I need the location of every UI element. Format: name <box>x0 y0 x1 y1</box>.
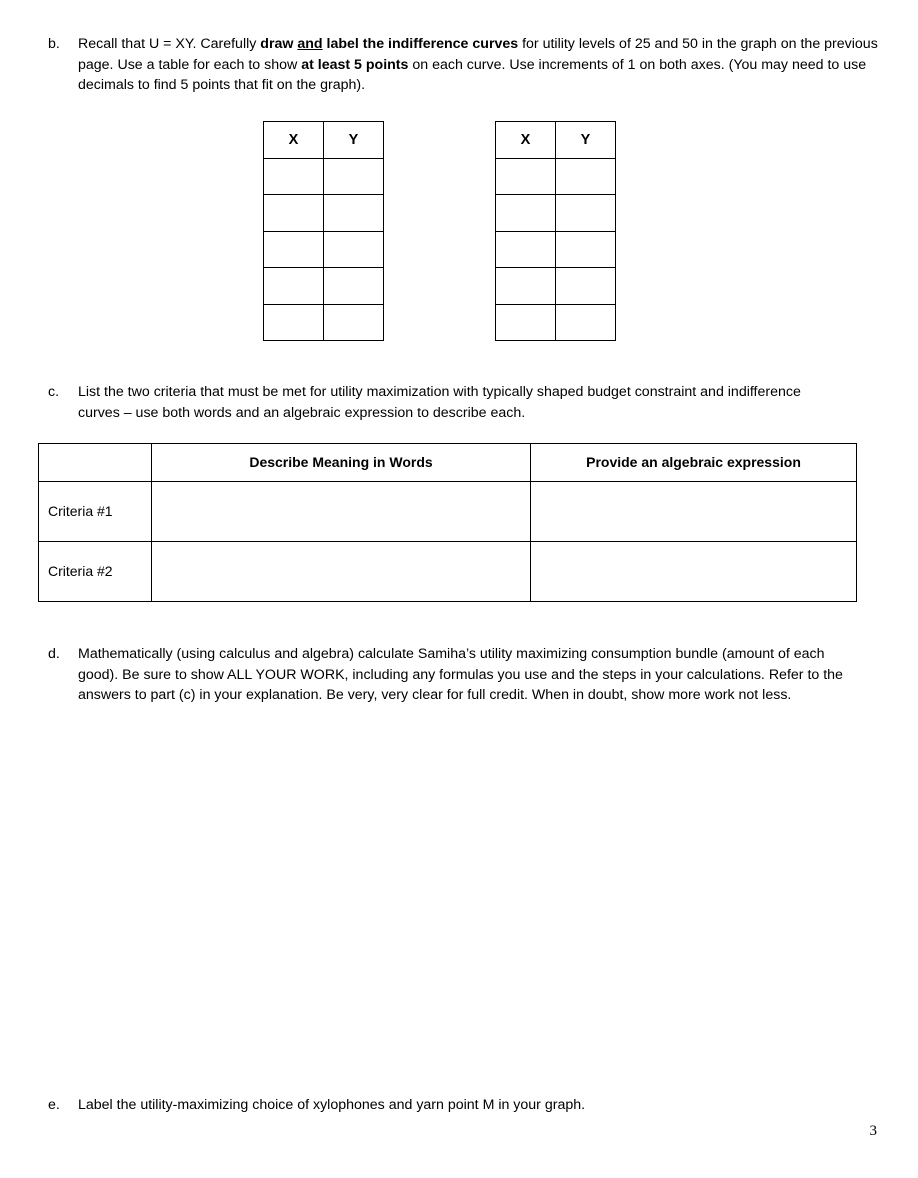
table-cell[interactable] <box>264 268 324 305</box>
table-cell[interactable] <box>496 158 556 195</box>
criteria-2-words-cell[interactable] <box>152 542 531 602</box>
question-e-label: e. <box>48 1097 60 1113</box>
table-cell[interactable] <box>324 268 384 305</box>
table-cell[interactable] <box>556 231 616 268</box>
question-d-text: Mathematically (using calculus and algebra) calculate Samiha’s utility maximizing consumption bundle (amount of each good). Be sure to show ALL YOUR WORK, including any formulas you use and the steps in your calculations. Refer to the answers to part (c) in your explanation. Be very, very clear for full credit. When in doubt, show more work not less. <box>78 646 843 703</box>
table-cell[interactable] <box>264 195 324 232</box>
question-b-text: Recall that U = XY. Carefully draw and label the indifference curves for utility levels of 25 and 50 in the graph on the previous page. Use a table for each to show at least 5 points on each curve. Use increments of 1 on both axes. (You may need to use decimals to find 5 points that fit on the graph). <box>78 36 878 93</box>
table-cell[interactable] <box>556 268 616 305</box>
table-cell[interactable] <box>324 231 384 268</box>
table-cell[interactable] <box>496 268 556 305</box>
criteria-header-algebra: Provide an algebraic expression <box>531 444 857 482</box>
table-header-x: X <box>496 122 556 159</box>
criteria-1-words-cell[interactable] <box>152 482 531 542</box>
table-cell[interactable] <box>556 195 616 232</box>
table-cell[interactable] <box>324 158 384 195</box>
table-cell[interactable] <box>556 304 616 341</box>
question-d-label: d. <box>48 646 60 662</box>
table-cell[interactable] <box>556 158 616 195</box>
table-cell[interactable] <box>264 304 324 341</box>
criteria-table <box>38 443 857 602</box>
criteria-1-algebra-cell[interactable] <box>531 482 857 542</box>
question-b-label: b. <box>48 36 60 52</box>
table-cell[interactable] <box>324 195 384 232</box>
table-cell[interactable] <box>264 158 324 195</box>
question-c-label: c. <box>48 384 60 400</box>
table-cell[interactable] <box>264 231 324 268</box>
page-number: 3 <box>869 1123 877 1139</box>
question-c-text: List the two criteria that must be met for utility maximization with typically shaped budget constraint and indifference curves – use both words and an algebraic expression to describe each. <box>78 384 801 421</box>
criteria-header-words: Describe Meaning in Words <box>152 444 531 482</box>
table-cell[interactable] <box>496 195 556 232</box>
table-header-y: Y <box>556 122 616 159</box>
criteria-row-label-1: Criteria #1 <box>39 482 152 542</box>
points-table-1 <box>263 121 384 341</box>
criteria-row-label-2: Criteria #2 <box>39 542 152 602</box>
table-header-x: X <box>264 122 324 159</box>
points-table-2 <box>495 121 616 341</box>
table-header-y: Y <box>324 122 384 159</box>
table-cell[interactable] <box>496 231 556 268</box>
criteria-2-algebra-cell[interactable] <box>531 542 857 602</box>
question-e-text: Label the utility-maximizing choice of xylophones and yarn point M in your graph. <box>78 1097 586 1113</box>
table-cell[interactable] <box>324 304 384 341</box>
criteria-header-empty <box>39 444 152 482</box>
table-cell[interactable] <box>496 304 556 341</box>
